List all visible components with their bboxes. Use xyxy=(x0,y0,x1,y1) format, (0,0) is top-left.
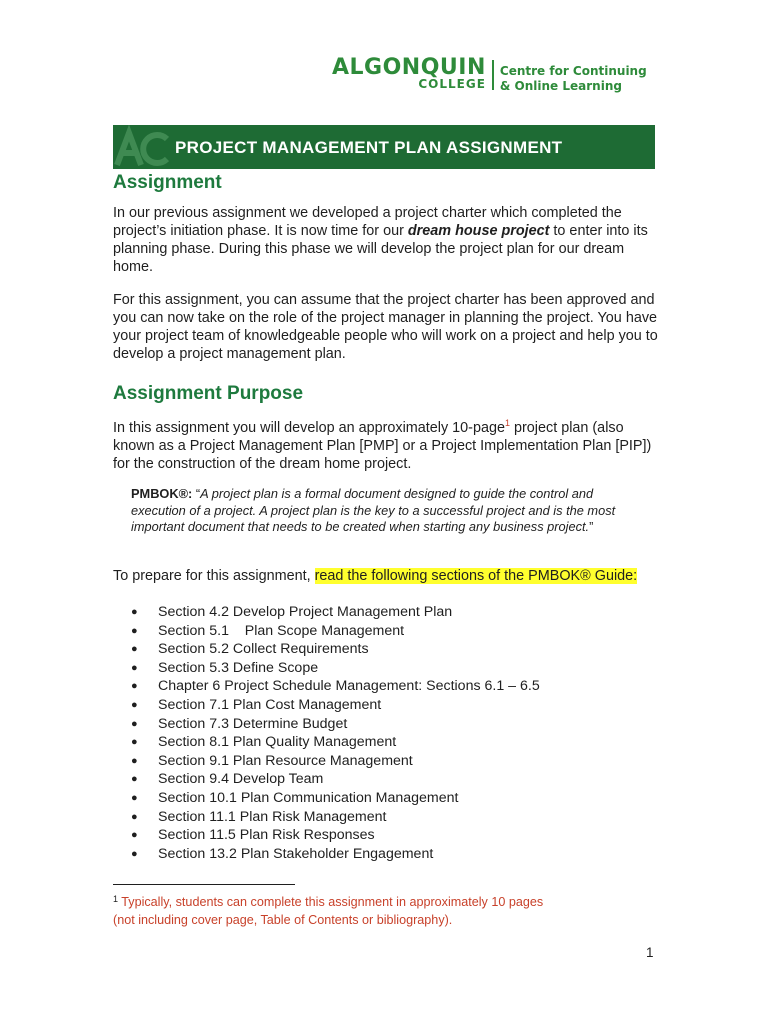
list-item-text: Section 11.1 Plan Risk Management xyxy=(158,808,387,825)
list-item-text: Section 8.1 Plan Quality Management xyxy=(158,734,397,751)
purpose-paragraph xyxy=(113,414,658,473)
purpose-p1-text-b: project plan (also known as a Project Management Plan [PMP] or a Project Implementation Plan [PIP]) for the construction of the dream home project. xyxy=(113,419,652,472)
prepare-text: To prepare for this assignment, xyxy=(113,568,315,584)
bullet-icon: ● xyxy=(131,736,138,749)
list-item-text: Section 9.1 Plan Resource Management xyxy=(158,752,413,769)
bullet-icon: ● xyxy=(131,791,138,804)
quote-open-mark: “ xyxy=(192,486,201,501)
bullet-icon: ● xyxy=(131,717,138,730)
list-item xyxy=(131,622,651,641)
list-item-text: Section 9.4 Develop Team xyxy=(158,771,324,788)
bullet-icon: ● xyxy=(131,606,138,618)
logo-name: ALGONQUIN xyxy=(332,55,486,80)
assignment-paragraph-1 xyxy=(113,204,658,276)
assignment-paragraph-2: For this assignment, you can assume that the project charter has been approved and you can now take on the role of the project manager in planning the project. You have your project team of knowledgeable people who will work on a project and help you to develop a project management plan. xyxy=(113,292,658,362)
purpose-p1-text-a: In this assignment you will develop an approximately 10-page xyxy=(113,419,505,436)
pmbok-quote xyxy=(131,486,651,536)
list-item-text: Section 10.1 Plan Communication Management xyxy=(158,789,459,806)
list-item xyxy=(131,715,651,734)
college-logo xyxy=(332,56,647,96)
bullet-icon: ● xyxy=(131,773,138,786)
footnote-reference[interactable]: 1 xyxy=(504,418,510,428)
footnote xyxy=(113,893,658,929)
bullet-icon: ● xyxy=(131,643,138,656)
footnote-marker: 1 xyxy=(113,894,119,904)
list-item-text: Chapter 6 Project Schedule Management: Sections 6.1 – 6.5 xyxy=(158,678,540,695)
logo-wordmark xyxy=(332,56,486,91)
list-item xyxy=(131,603,651,622)
list-item xyxy=(131,677,651,696)
page-number: 1 xyxy=(646,945,654,960)
list-item-text: Section 11.5 Plan Risk Responses xyxy=(158,827,375,844)
list-item-text: Section 7.3 Determine Budget xyxy=(158,715,348,732)
list-item xyxy=(131,733,651,752)
assignment-heading: Assignment xyxy=(113,172,222,193)
list-item xyxy=(131,789,651,808)
assignment-p1-text-b: to enter into its planning phase. During this phase we will develop the project plan for our dream home. xyxy=(113,223,648,275)
title-banner xyxy=(113,125,655,169)
list-item-text: Section 5.3 Define Scope xyxy=(158,659,319,676)
quote-close-mark: ” xyxy=(589,519,594,534)
assignment-purpose-heading: Assignment Purpose xyxy=(113,383,304,404)
footnote-text-1: Typically, students can complete this assignment in approximately 10 pages xyxy=(118,895,544,909)
logo-tagline-line2: & Online Learning xyxy=(499,79,622,93)
reading-sections-list xyxy=(131,603,651,863)
bullet-icon: ● xyxy=(131,624,138,637)
footnote-divider xyxy=(113,884,295,885)
logo-tagline xyxy=(500,64,647,94)
bullet-icon: ● xyxy=(131,810,138,823)
list-item-text: Section 5.2 Collect Requirements xyxy=(158,641,369,658)
list-item xyxy=(131,826,651,845)
footnote-line-2: (not including cover page, Table of Contents or bibliography). xyxy=(113,913,453,927)
bullet-icon: ● xyxy=(131,680,138,693)
bullet-icon: ● xyxy=(131,698,138,711)
list-item xyxy=(131,808,651,827)
bullet-icon: ● xyxy=(131,754,138,767)
pmbok-quote-text: A project plan is a formal document designed to guide the control and execution of a project. A project plan is the key to a successful project and is the most important document that needs to be created when starting any business project. xyxy=(131,486,616,534)
logo-separator xyxy=(492,60,494,90)
logo-sub: COLLEGE xyxy=(418,77,486,91)
list-item xyxy=(131,845,651,864)
list-item-text: Section 5.1 Plan Scope Management xyxy=(158,622,405,639)
assignment-p1-text-a: In our previous assignment we developed a project charter which completed the project’s initiation phase. It is now time for our xyxy=(113,205,622,239)
banner-title: PROJECT MANAGEMENT PLAN ASSIGNMENT xyxy=(175,138,563,157)
bullet-icon: ● xyxy=(131,847,138,860)
ac-watermark-icon xyxy=(113,125,173,169)
list-item-text: Section 4.2 Develop Project Management Plan xyxy=(158,604,453,620)
bullet-icon: ● xyxy=(131,661,138,674)
list-item xyxy=(131,659,651,678)
bullet-icon: ● xyxy=(131,829,138,842)
highlighted-instruction: read the following sections of the PMBOK® Guide: xyxy=(314,568,638,584)
list-item xyxy=(131,640,651,659)
list-item-text: Section 13.2 Plan Stakeholder Engagement xyxy=(158,845,434,862)
dream-house-emphasis: dream house project xyxy=(407,223,550,239)
footnote-line-1 xyxy=(113,893,658,911)
logo-tagline-line1: Centre for Continuing xyxy=(499,64,647,78)
prepare-paragraph xyxy=(113,567,658,585)
list-item-text: Section 7.1 Plan Cost Management xyxy=(158,696,382,713)
list-item xyxy=(131,752,651,771)
list-item xyxy=(131,770,651,789)
pmbok-label: PMBOK®: xyxy=(131,486,193,501)
list-item xyxy=(131,696,651,715)
